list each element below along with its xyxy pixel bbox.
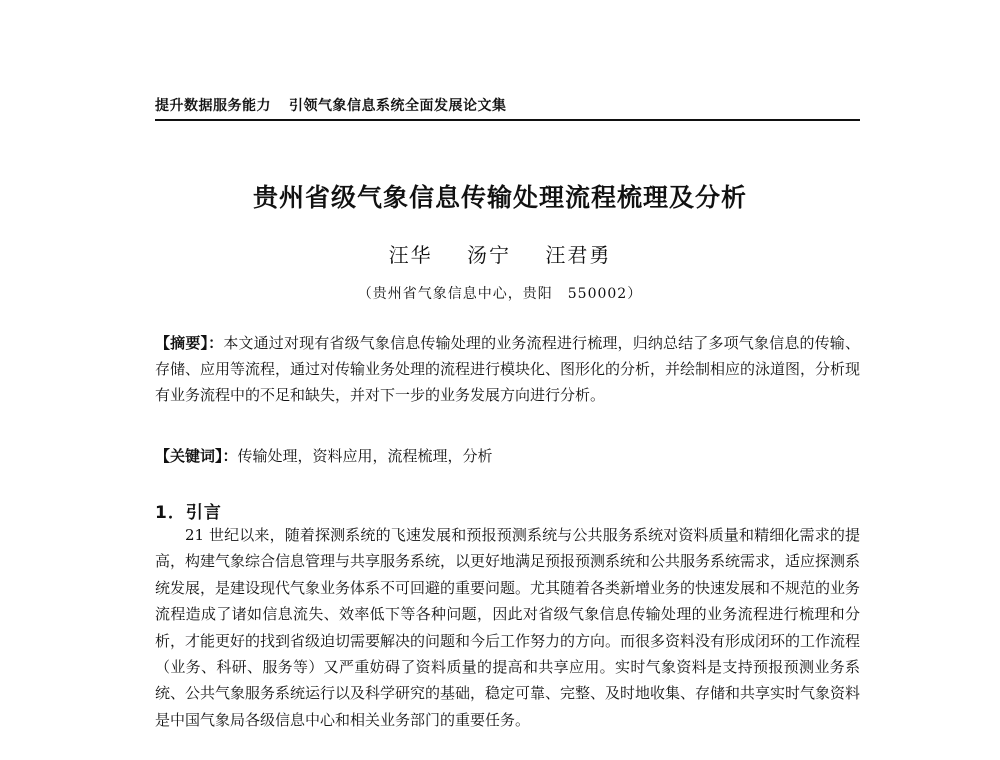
abstract <box>155 330 860 408</box>
section-heading: 1．引言 <box>155 503 222 523</box>
author: 汪君勇 <box>545 243 612 267</box>
keywords <box>155 445 860 467</box>
keywords-text: 传输处理，资料应用，流程梳理，分析 <box>237 447 493 465</box>
affiliation: （贵州省气象信息中心，贵阳 550002） <box>357 286 643 302</box>
running-header <box>155 95 860 121</box>
author: 汪华 <box>388 243 433 267</box>
author: 汤宁 <box>467 243 511 267</box>
book-subtitle: 引领气象信息系统全面发展论文集 <box>289 98 507 114</box>
section-paragraph: 21 世纪以来，随着探测系统的飞速发展和预报预测系统与公共服务系统对资料质量和精细化需求的提高，构建气象综合信息管理与共享服务系统，以更好地满足预报预测系统和公共服务系统需求，适应探测系统发展，是建设现代气象业务体系不可回避的重要问题。尤其随着各类新增业务的快速发展和不规范的业务流程造成了诸如信息流失、效率低下等各种问题，因此对省级气象信息传输处理的业务流程进行梳理和分析，才能更好的找到省级迫切需要解决的问题和今后工作努力的方向。而很多资料没有形成闭环的工作流程（业务、科研、服务等）又严重妨碍了资料质量的提高和共享应用。实时气象资料是支持预报预测业务系统、公共气象服务系统运行以及科学研究的基础，稳定可靠、完整、及时地收集、存储和共享实时气象资料是中国气象局各级信息中心和相关业务部门的重要任务。 <box>155 526 861 729</box>
keywords-label: 【关键词】： <box>155 447 238 465</box>
abstract-label: 【摘要】： <box>155 334 224 352</box>
author-list <box>0 239 1000 268</box>
paper-title: 贵州省级气象信息传输处理流程梳理及分析 <box>252 183 747 212</box>
book-title: 提升数据服务能力 <box>155 98 271 114</box>
abstract-text: 本文通过对现有省级气象信息传输处理的业务流程进行梳理，归纳总结了多项气象信息的传输、存储、应用等流程，通过对传输业务处理的流程进行模块化、图形化的分析，并绘制相应的泳道图，分析现有业务流程中的不足和缺失，并对下一步的业务发展方向进行分析。 <box>155 334 861 404</box>
